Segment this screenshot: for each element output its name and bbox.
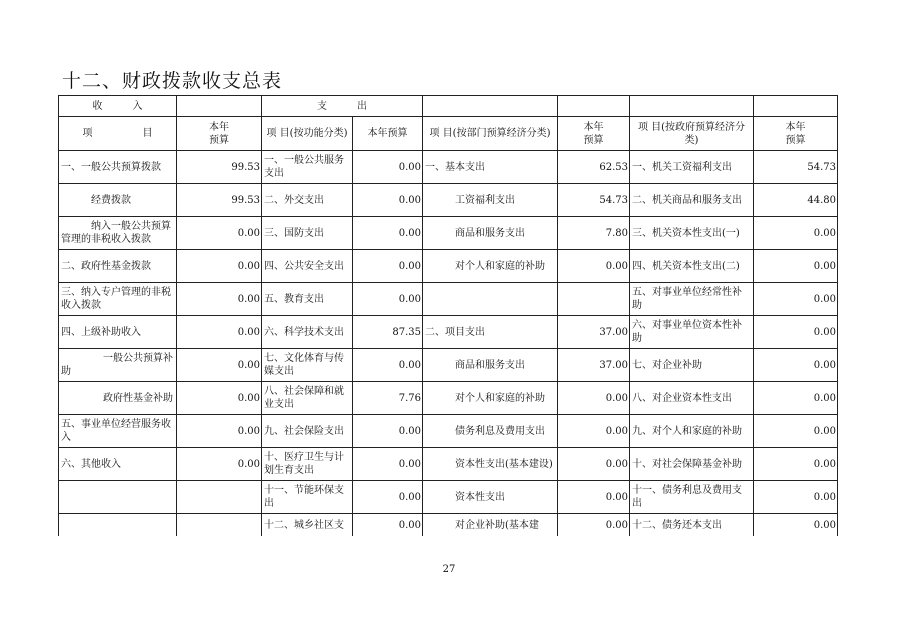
dept-econ-item: 资本性支出	[423, 481, 558, 514]
income-value: 0.00	[177, 448, 262, 481]
gov-econ-value: 0.00	[754, 250, 838, 283]
income-value: 0.00	[177, 415, 262, 448]
dept-econ-item: 二、项目支出	[423, 316, 558, 349]
col-budget2-header: 本年预算	[353, 117, 423, 151]
page-number: 27	[442, 564, 456, 575]
col-budget4-header: 本年 预算	[754, 117, 838, 151]
gov-econ-item: 七、对企业补助	[630, 349, 754, 382]
table-row	[59, 184, 838, 217]
gov-econ-item: 十二、债务还本支出	[630, 514, 754, 537]
func-value: 0.00	[353, 217, 423, 250]
gov-econ-value: 0.00	[754, 448, 838, 481]
dept-econ-value: 37.00	[558, 316, 630, 349]
table-row	[59, 217, 838, 250]
dept-econ-value	[558, 283, 630, 316]
dept-econ-value: 7.80	[558, 217, 630, 250]
blank-cell	[754, 96, 838, 117]
func-value: 7.76	[353, 382, 423, 415]
income-item: 纳入一般公共预算管理的非税收入拨款	[59, 217, 177, 250]
income-item: 一、一般公共预算拨款	[59, 151, 177, 184]
income-item: 政府性基金补助	[59, 382, 177, 415]
func-value: 0.00	[353, 349, 423, 382]
func-value: 0.00	[353, 448, 423, 481]
col-budget-header: 本年 预算	[177, 117, 262, 151]
col-item-header: 项 目	[59, 117, 177, 151]
table-row	[59, 415, 838, 448]
func-value: 0.00	[353, 151, 423, 184]
gov-econ-value: 54.73	[754, 151, 838, 184]
income-value: 99.53	[177, 151, 262, 184]
col-func-header: 项 目(按功能分类)	[262, 117, 353, 151]
income-value: 0.00	[177, 349, 262, 382]
blank-cell	[630, 96, 754, 117]
header-row-2	[59, 117, 838, 151]
func-item: 二、外交支出	[262, 184, 353, 217]
dept-econ-value: 62.53	[558, 151, 630, 184]
gov-econ-item: 二、机关商品和服务支出	[630, 184, 754, 217]
func-value: 0.00	[353, 514, 423, 537]
gov-econ-value: 0.00	[754, 514, 838, 537]
income-value	[177, 481, 262, 514]
dept-econ-value: 0.00	[558, 382, 630, 415]
income-item: 经费拨款	[59, 184, 177, 217]
gov-econ-item: 十一、债务利息及费用支出	[630, 481, 754, 514]
table-row	[59, 448, 838, 481]
blank-cell	[423, 96, 558, 117]
func-item: 四、公共安全支出	[262, 250, 353, 283]
dept-econ-value: 0.00	[558, 514, 630, 537]
income-value	[177, 514, 262, 537]
func-value: 87.35	[353, 316, 423, 349]
income-item: 二、政府性基金拨款	[59, 250, 177, 283]
income-item: 四、上级补助收入	[59, 316, 177, 349]
income-item: 三、纳入专户管理的非税收入拨款	[59, 283, 177, 316]
dept-econ-item	[423, 283, 558, 316]
dept-econ-value: 0.00	[558, 250, 630, 283]
table-row	[59, 349, 838, 382]
gov-econ-value: 0.00	[754, 316, 838, 349]
dept-econ-item: 一、基本支出	[423, 151, 558, 184]
dept-econ-value: 37.00	[558, 349, 630, 382]
func-item: 五、教育支出	[262, 283, 353, 316]
gov-econ-value: 0.00	[754, 382, 838, 415]
table-row	[59, 250, 838, 283]
income-item: 五、事业单位经营服务收入	[59, 415, 177, 448]
func-item: 十二、城乡社区支	[262, 514, 353, 537]
func-item: 十一、节能环保支出	[262, 481, 353, 514]
income-value: 0.00	[177, 217, 262, 250]
gov-econ-value: 0.00	[754, 217, 838, 250]
dept-econ-value: 0.00	[558, 448, 630, 481]
income-value: 0.00	[177, 382, 262, 415]
table-row	[59, 151, 838, 184]
table-row	[59, 382, 838, 415]
func-value: 0.00	[353, 184, 423, 217]
gov-econ-value: 0.00	[754, 481, 838, 514]
col-budget3-header: 本年 预算	[558, 117, 630, 151]
table-row	[59, 514, 838, 537]
page-title: 十二、财政拨款收支总表	[62, 70, 283, 92]
func-item: 九、社会保险支出	[262, 415, 353, 448]
table-row	[59, 481, 838, 514]
gov-econ-item: 八、对企业资本性支出	[630, 382, 754, 415]
dept-econ-item: 对个人和家庭的补助	[423, 250, 558, 283]
func-value: 0.00	[353, 250, 423, 283]
func-item: 八、社会保障和就业支出	[262, 382, 353, 415]
dept-econ-item: 工资福利支出	[423, 184, 558, 217]
gov-econ-item: 一、机关工资福利支出	[630, 151, 754, 184]
dept-econ-value: 0.00	[558, 481, 630, 514]
table-row	[59, 283, 838, 316]
gov-econ-value: 44.80	[754, 184, 838, 217]
income-item	[59, 514, 177, 537]
col-gov-econ-header: 项 目(按政府预算经济分类)	[630, 117, 754, 151]
func-item: 十、医疗卫生与计划生育支出	[262, 448, 353, 481]
col-dept-econ-header: 项 目(按部门预算经济分类)	[423, 117, 558, 151]
func-value: 0.00	[353, 283, 423, 316]
dept-econ-item: 资本性支出(基本建设)	[423, 448, 558, 481]
income-header: 收 入	[59, 96, 177, 117]
gov-econ-value: 0.00	[754, 283, 838, 316]
func-item: 七、文化体育与传媒支出	[262, 349, 353, 382]
blank-cell	[558, 96, 630, 117]
gov-econ-item: 十、对社会保障基金补助	[630, 448, 754, 481]
gov-econ-item: 六、对事业单位资本性补助	[630, 316, 754, 349]
header-row-1	[59, 96, 838, 117]
func-item: 六、科学技术支出	[262, 316, 353, 349]
func-item: 三、国防支出	[262, 217, 353, 250]
gov-econ-item: 五、对事业单位经常性补助	[630, 283, 754, 316]
dept-econ-item: 商品和服务支出	[423, 349, 558, 382]
expense-header: 支 出	[262, 96, 423, 117]
table-row	[59, 316, 838, 349]
dept-econ-value: 0.00	[558, 415, 630, 448]
func-value: 0.00	[353, 481, 423, 514]
gov-econ-value: 0.00	[754, 415, 838, 448]
income-item: 六、其他收入	[59, 448, 177, 481]
dept-econ-item: 对个人和家庭的补助	[423, 382, 558, 415]
dept-econ-item: 债务利息及费用支出	[423, 415, 558, 448]
income-value: 99.53	[177, 184, 262, 217]
dept-econ-value: 54.73	[558, 184, 630, 217]
blank-cell	[177, 96, 262, 117]
gov-econ-item: 九、对个人和家庭的补助	[630, 415, 754, 448]
dept-econ-item: 对企业补助(基本建	[423, 514, 558, 537]
fiscal-summary-table	[58, 95, 838, 536]
dept-econ-item: 商品和服务支出	[423, 217, 558, 250]
income-value: 0.00	[177, 316, 262, 349]
gov-econ-item: 三、机关资本性支出(一)	[630, 217, 754, 250]
gov-econ-item: 四、机关资本性支出(二)	[630, 250, 754, 283]
income-item: 一般公共预算补助	[59, 349, 177, 382]
gov-econ-value: 0.00	[754, 349, 838, 382]
income-value: 0.00	[177, 283, 262, 316]
income-value: 0.00	[177, 250, 262, 283]
func-item: 一、一般公共服务支出	[262, 151, 353, 184]
income-item	[59, 481, 177, 514]
func-value: 0.00	[353, 415, 423, 448]
